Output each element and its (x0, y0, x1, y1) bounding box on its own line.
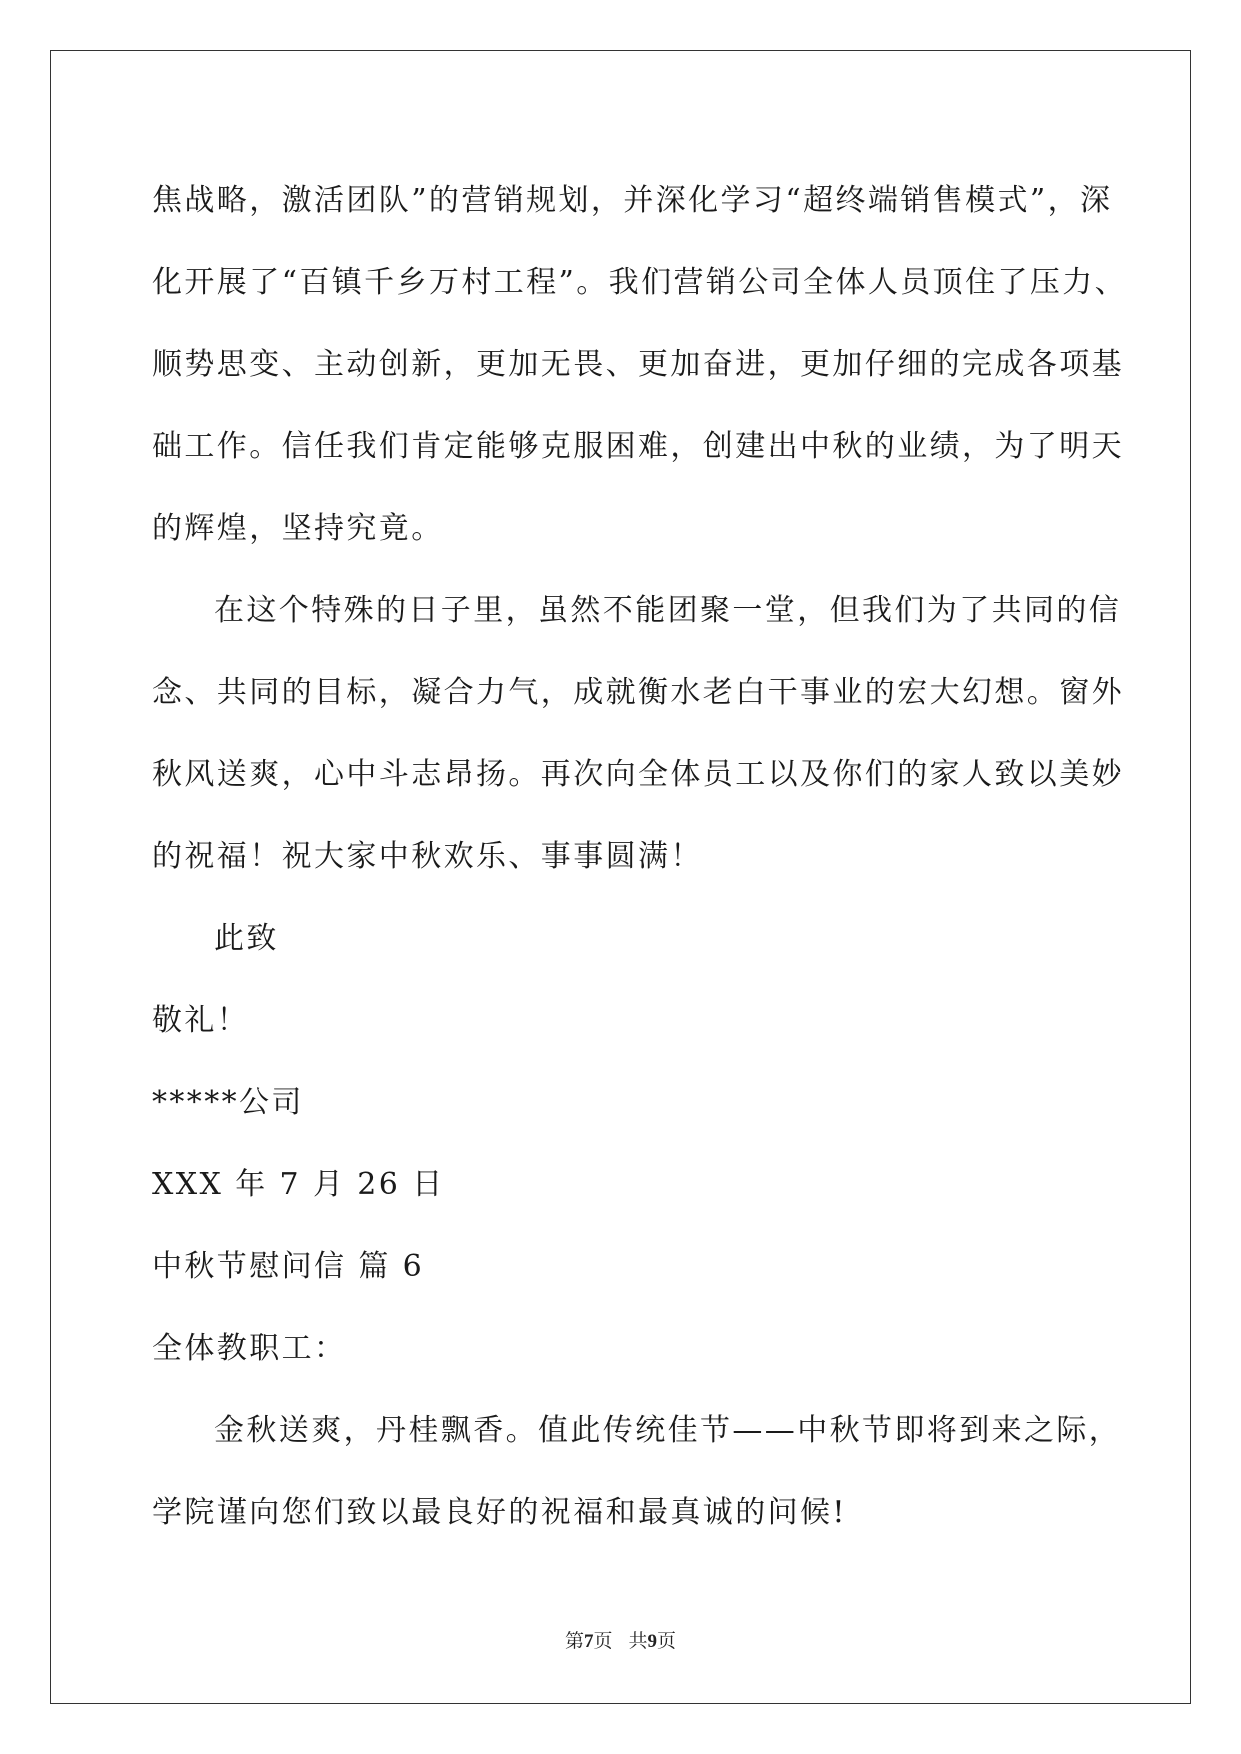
addressee: 全体教职工： (152, 1331, 347, 1366)
paragraph-line: 化开展了“百镇千乡万村工程”。我们营销公司全体人员顶住了压力、 (152, 265, 1128, 300)
page-unit: 页 (593, 1630, 613, 1652)
paragraph-line: 的辉煌，坚持究竟。 (152, 511, 444, 546)
total-prefix: 共 (628, 1630, 648, 1652)
paragraph-line: 顺势思变、主动创新，更加无畏、更加奋进，更加仔细的完成各项基 (152, 347, 1124, 382)
paragraph-line: 念、共同的目标，凝合力气，成就衡水老白干事业的宏大幻想。窗外 (152, 675, 1124, 710)
paragraph-line: 学院谨向您们致以最良好的祝福和最真诚的问候! (152, 1495, 847, 1530)
paragraph-line: 础工作。信任我们肯定能够克服困难，创建出中秋的业绩，为了明天 (152, 429, 1124, 464)
page-footer (0, 1626, 1241, 1653)
paragraph-line: 焦战略，激活团队”的营销规划，并深化学习“超终端销售模式”，深 (152, 183, 1113, 218)
page-prefix: 第 (564, 1630, 584, 1652)
paragraph-line: 的祝福！祝大家中秋欢乐、事事圆满！ (152, 839, 703, 874)
paragraph-line: 秋风送爽，心中斗志昂扬。再次向全体员工以及你们的家人致以美妙 (152, 757, 1124, 792)
letter-date: XXX 年 7 月 26 日 (152, 1167, 445, 1202)
total-unit: 页 (657, 1630, 677, 1652)
paragraph-line: 在这个特殊的日子里，虽然不能团聚一堂，但我们为了共同的信 (214, 593, 1122, 628)
paragraph-line: 金秋送爽，丹桂飘香。值此传统佳节——中秋节即将到来之际， (214, 1413, 1122, 1448)
document-body (152, 160, 1128, 1554)
sender-company: *****公司 (152, 1085, 304, 1120)
page-current: 7 (583, 1631, 594, 1652)
page-total: 9 (647, 1631, 658, 1652)
closing-salutation: 此致 (214, 921, 279, 956)
section-title: 中秋节慰问信 篇 6 (152, 1249, 425, 1284)
closing-regards: 敬礼！ (152, 1003, 250, 1038)
